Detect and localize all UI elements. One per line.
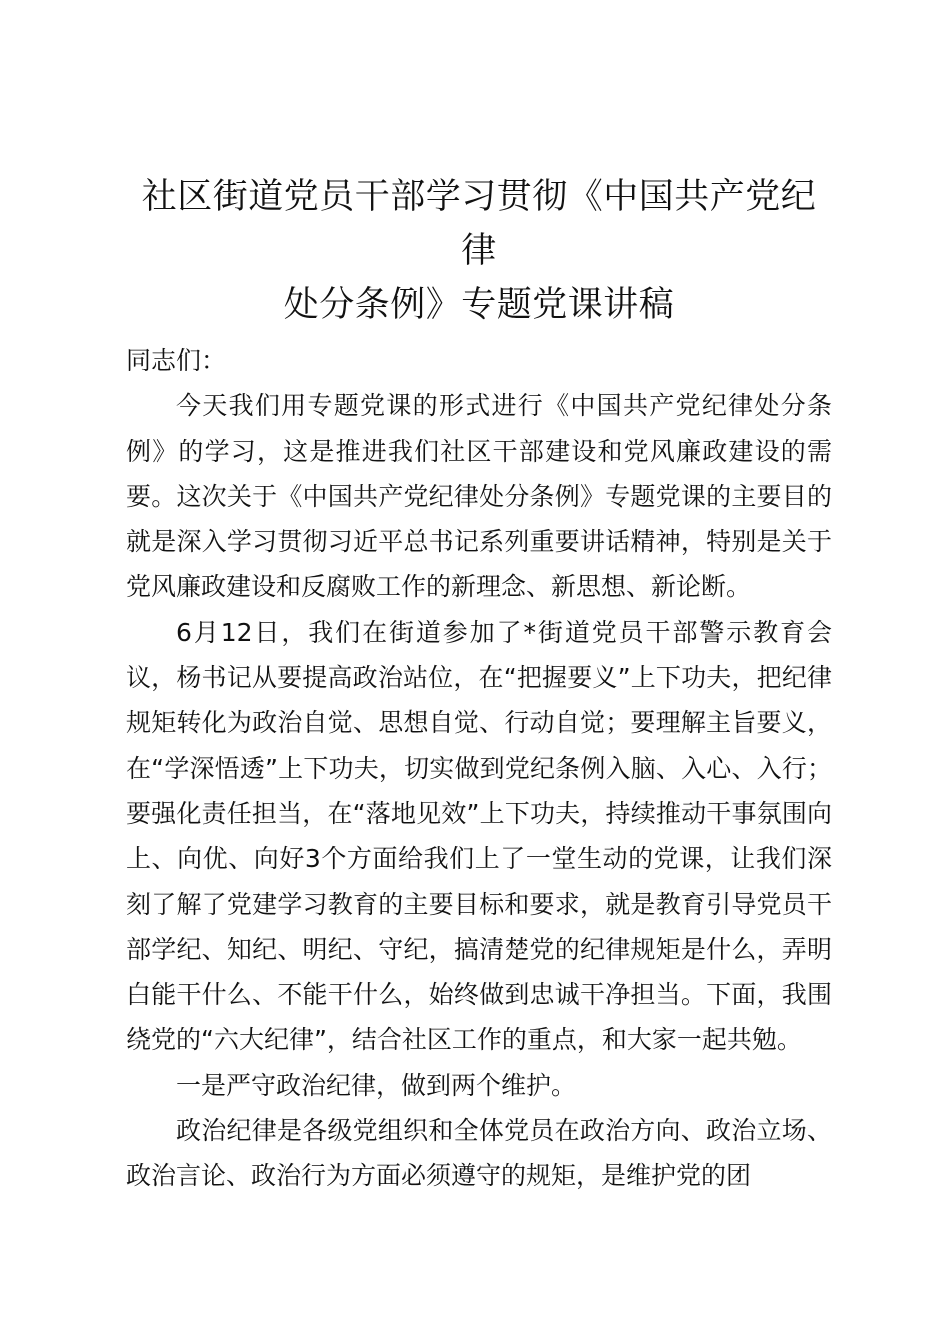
document-body [126,338,832,1199]
title-line-2: 处分条例》专题党课讲稿 [283,285,675,325]
paragraph-meeting: 6月12日，我们在街道参加了*街道党员干部警示教育会议，杨书记从要提高政治站位，在“把握要义”上下功夫，把纪律规矩转化为政治自觉、思想自觉、行动自觉；要理解主旨要义，在“学深悟透”上下功夫，切实做到党纪条例入脑、入心、入行；要强化责任担当，在“落地见效”上下功夫，持续推动干事氛围向上、向优、向好3个方面给我们上了一堂生动的党课，让我们深刻了解了党建学习教育的主要目标和要求，就是教育引导党员干部学纪、知纪、明纪、守纪，搞清楚党的纪律规矩是什么，弄明白能干什么、不能干什么，始终做到忠诚干净担当。下面，我围绕党的“六大纪律”，结合社区工作的重点，和大家一起共勉。 [126,617,832,1055]
document-title [126,170,832,332]
section-heading-political-discipline: 一是严守政治纪律，做到两个维护。 [176,1070,577,1100]
paragraph-intro: 今天我们用专题党课的形式进行《中国共产党纪律处分条例》的学习，这是推进我们社区干部建设和党风廉政建设的需要。这次关于《中国共产党纪律处分条例》专题党课的主要目的就是深入学习贯彻习近平总书记系列重要讲话精神，特别是关于党风廉政建设和反腐败工作的新理念、新思想、新论断。 [126,391,832,602]
title-line-1: 社区街道党员干部学习贯彻《中国共产党纪律 [141,177,817,271]
salutation: 同志们： [126,346,227,375]
document-page [126,170,832,1199]
paragraph-political-discipline: 政治纪律是各级党组织和全体党员在政治方向、政治立场、政治言论、政治行为方面必须遵守的规矩，是维护党的团 [126,1116,832,1191]
